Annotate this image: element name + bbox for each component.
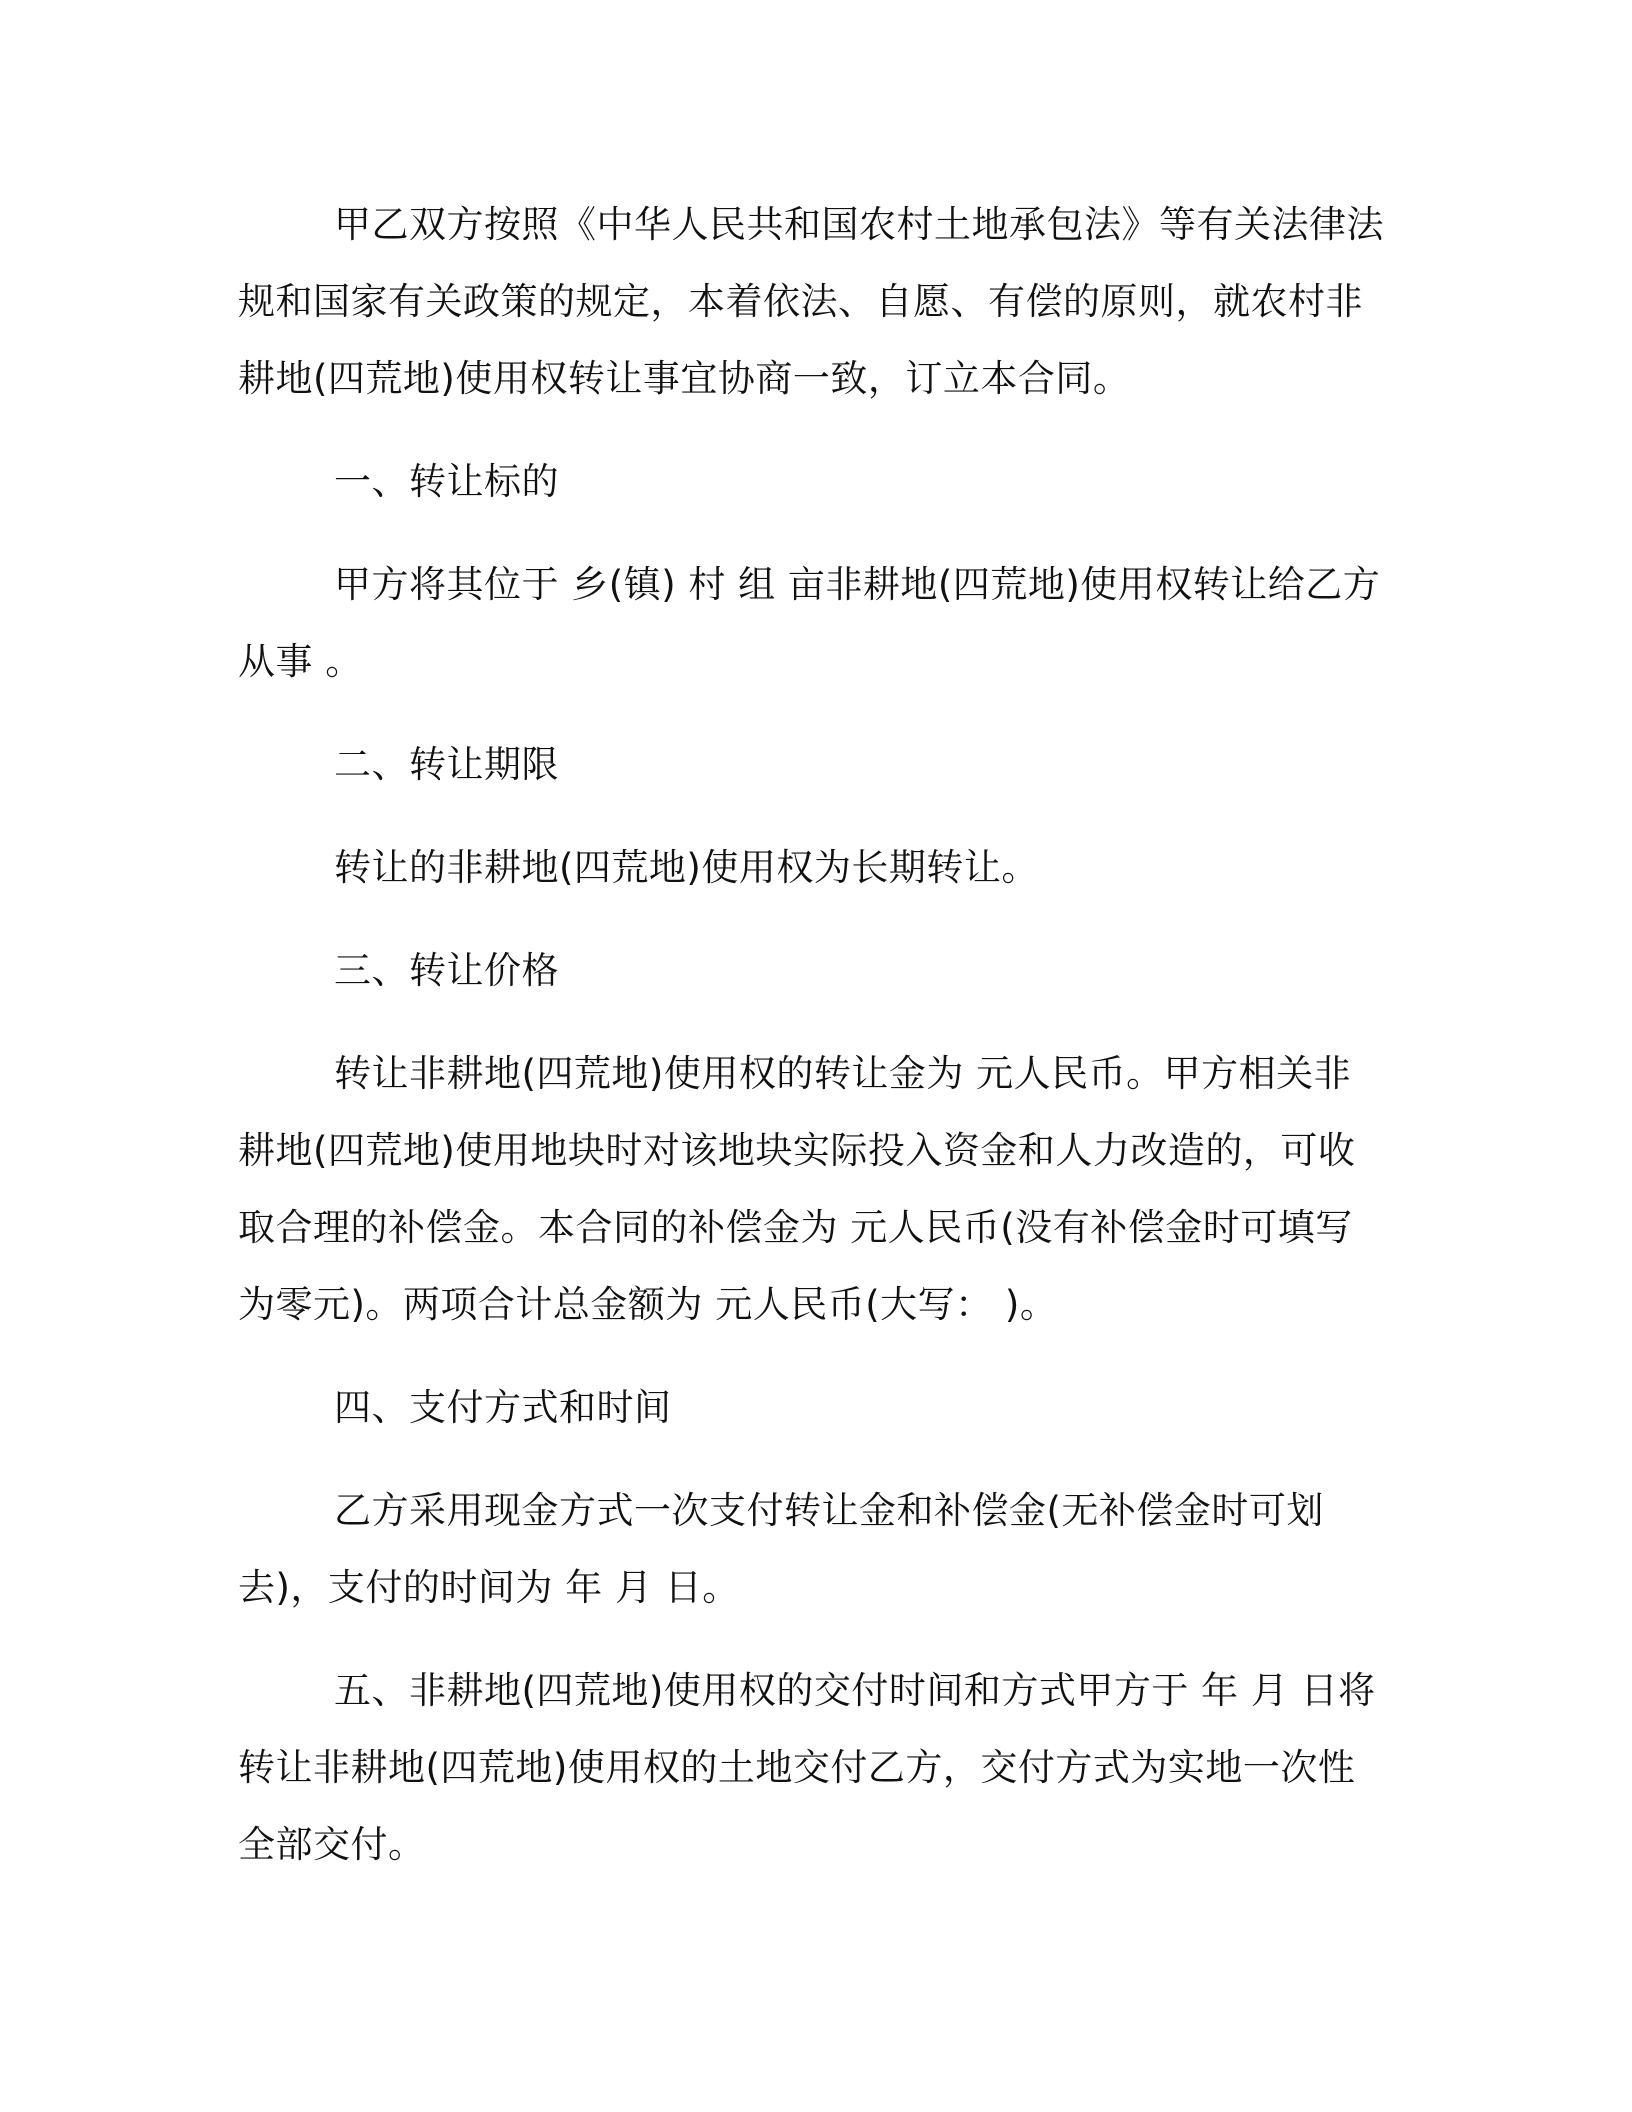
section-3-heading: 三、转让价格 (334, 949, 559, 992)
section-3-body: 转让非耕地(四荒地)使用权的转让金为 元人民币。甲方相关非耕地(四荒地)使用地块时对该地块实际投入资金和人力改造的，可收取合理的补偿金。本合同的补偿金为 元人民币(没有补偿金时可填写为零元)。两项合计总金额为 元人民币(大写： )。 (238, 1052, 1356, 1326)
section-1-body: 甲方将其位于 乡(镇) 村 组 亩非耕地(四荒地)使用权转让给乙方从事 。 (238, 563, 1381, 683)
section-4-heading: 四、支付方式和时间 (334, 1386, 672, 1429)
intro-paragraph: 甲乙双方按照《中华人民共和国农村土地承包法》等有关法律法规和国家有关政策的规定，本着依法、自愿、有偿的原则，就农村非耕地(四荒地)使用权转让事宜协商一致，订立本合同。 (238, 203, 1384, 400)
section-4-body: 乙方采用现金方式一次支付转让金和补偿金(无补偿金时可划去)，支付的时间为 年 月 日。 (238, 1489, 1324, 1609)
section-2-heading: 二、转让期限 (334, 743, 559, 786)
document-body (238, 186, 1388, 1909)
section-5-body: 五、非耕地(四荒地)使用权的交付时间和方式甲方于 年 月 日将转让非耕地(四荒地)使用权的土地交付乙方，交付方式为实地一次性全部交付。 (238, 1669, 1376, 1866)
section-2-body: 转让的非耕地(四荒地)使用权为长期转让。 (334, 846, 1039, 889)
section-1-heading: 一、转让标的 (334, 460, 559, 503)
